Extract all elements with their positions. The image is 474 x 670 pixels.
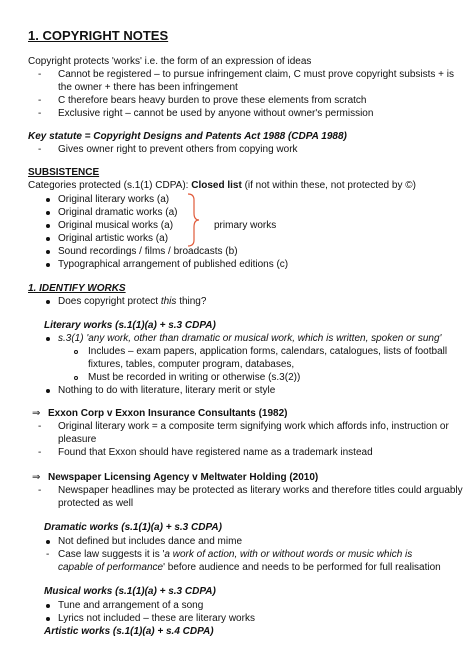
musical-item: Tune and arrangement of a song bbox=[58, 600, 204, 611]
category-item: Sound recordings / films / broadcasts (b) bbox=[58, 246, 238, 257]
dramatic-case-quote: a work of action, with or without words or music which is bbox=[164, 549, 413, 560]
bullet-dot bbox=[46, 300, 50, 304]
statute-item: Gives owner right to prevent others from copying work bbox=[58, 144, 298, 155]
dramatic-case-law-cont bbox=[58, 562, 441, 574]
subsistence-line bbox=[28, 180, 416, 192]
dramatic-case-pre: Case law suggests it is ' bbox=[58, 549, 165, 560]
category-item: Original artistic works (a) bbox=[58, 233, 169, 244]
literary-heading: Literary works (s.1(1)(a) + s.3 CDPA) bbox=[44, 320, 216, 331]
arrow-icon: ⇒ bbox=[32, 472, 41, 483]
artistic-heading: Artistic works (s.1(1)(a) + s.4 CDPA) bbox=[44, 626, 214, 637]
intro-item: C therefore bears heavy burden to prove these elements from scratch bbox=[58, 95, 367, 106]
category-item: Original dramatic works (a) bbox=[58, 207, 178, 218]
arrow-icon: ⇒ bbox=[32, 408, 41, 419]
page-title: 1. COPYRIGHT NOTES bbox=[28, 28, 169, 43]
bullet-dot bbox=[46, 337, 50, 341]
dramatic-heading: Dramatic works (s.1(1)(a) + s.3 CDPA) bbox=[44, 522, 222, 533]
case-item: Found that Exxon should have registered name as a trademark instead bbox=[58, 447, 373, 458]
sub-bullet-circle bbox=[74, 350, 78, 354]
subsistence-line-post: (if not within these, not protected by ©) bbox=[244, 180, 416, 191]
intro-item-cont: the owner + there has been infringement bbox=[58, 82, 238, 93]
literary-includes: Includes – exam papers, application forms, calendars, catalogues, lists of football bbox=[88, 346, 448, 357]
dramatic-case-post: ' before audience and needs to be performed for full realisation bbox=[163, 562, 441, 573]
bullet-dot bbox=[46, 250, 50, 254]
case-item: Newspaper headlines may be protected as literary works and therefore titles could arguably bbox=[58, 485, 463, 496]
dramatic-case-quote-end: capable of performance bbox=[58, 562, 164, 573]
dash-bullet: - bbox=[38, 95, 42, 106]
bullet-dot bbox=[46, 604, 50, 608]
sub-bullet-circle bbox=[74, 376, 78, 380]
dramatic-case-law bbox=[58, 549, 412, 561]
identify-question bbox=[58, 296, 206, 308]
dramatic-item: Not defined but includes dance and mime bbox=[58, 536, 243, 547]
bullet-dot bbox=[46, 617, 50, 621]
intro-item: Exclusive right – cannot be used by anyone without owner's permission bbox=[58, 108, 374, 119]
dash-bullet: - bbox=[38, 421, 42, 432]
literary-includes-cont: fixtures, tables, computer program, databases, bbox=[88, 359, 295, 370]
category-item: Typographical arrangement of published editions (c) bbox=[58, 259, 289, 270]
musical-heading: Musical works (s.1(1)(a) + s.3 CDPA) bbox=[44, 586, 216, 597]
bullet-dot bbox=[46, 198, 50, 202]
question-post: thing? bbox=[179, 296, 207, 307]
intro-item: Cannot be registered – to pursue infringement claim, C must prove copyright subsists + is bbox=[58, 69, 455, 80]
case-item-cont: pleasure bbox=[58, 434, 97, 445]
category-item: Original literary works (a) bbox=[58, 194, 170, 205]
bullet-dot bbox=[46, 263, 50, 267]
dash-bullet: - bbox=[38, 108, 42, 119]
subsistence-line-pre: Categories protected (s.1(1) CDPA): bbox=[28, 180, 189, 191]
statute-heading: Key statute = Copyright Designs and Patents Act 1988 (CDPA 1988) bbox=[28, 131, 347, 142]
bullet-dot bbox=[46, 224, 50, 228]
closed-list-label: Closed list bbox=[191, 180, 242, 191]
question-emphasis: this bbox=[160, 296, 177, 307]
case-name: Newspaper Licensing Agency v Meltwater Holding (2010) bbox=[48, 472, 319, 483]
bullet-dot bbox=[46, 211, 50, 215]
literary-merit: Nothing to do with literature, literary merit or style bbox=[58, 385, 276, 396]
curly-brace-icon bbox=[186, 193, 200, 247]
case-item-cont: protected as well bbox=[58, 498, 134, 509]
bullet-dot bbox=[46, 389, 50, 393]
musical-item: Lyrics not included – these are literary works bbox=[58, 613, 255, 624]
bullet-dot bbox=[46, 540, 50, 544]
case-item: Original literary work = a composite term signifying work which affords info, instruction or bbox=[58, 421, 449, 432]
intro-line: Copyright protects 'works' i.e. the form of an expression of ideas bbox=[28, 56, 312, 67]
literary-definition: s.3(1) 'any work, other than dramatic or musical work, which is written, spoken or sung' bbox=[58, 333, 442, 344]
dash-bullet: - bbox=[38, 144, 42, 155]
literary-recorded: Must be recorded in writing or otherwise (s.3(2)) bbox=[88, 372, 301, 383]
question-pre: Does copyright protect bbox=[58, 296, 159, 307]
case-name: Exxon Corp v Exxon Insurance Consultants (1982) bbox=[48, 408, 288, 419]
dash-bullet: - bbox=[46, 549, 50, 560]
subsistence-heading: SUBSISTENCE bbox=[28, 167, 100, 178]
dash-bullet: - bbox=[38, 485, 42, 496]
dash-bullet: - bbox=[38, 447, 42, 458]
brace-label: primary works bbox=[214, 220, 277, 231]
dash-bullet: - bbox=[38, 69, 42, 80]
bullet-dot bbox=[46, 237, 50, 241]
category-item: Original musical works (a) bbox=[58, 220, 174, 231]
identify-heading: 1. IDENTIFY WORKS bbox=[28, 283, 126, 294]
